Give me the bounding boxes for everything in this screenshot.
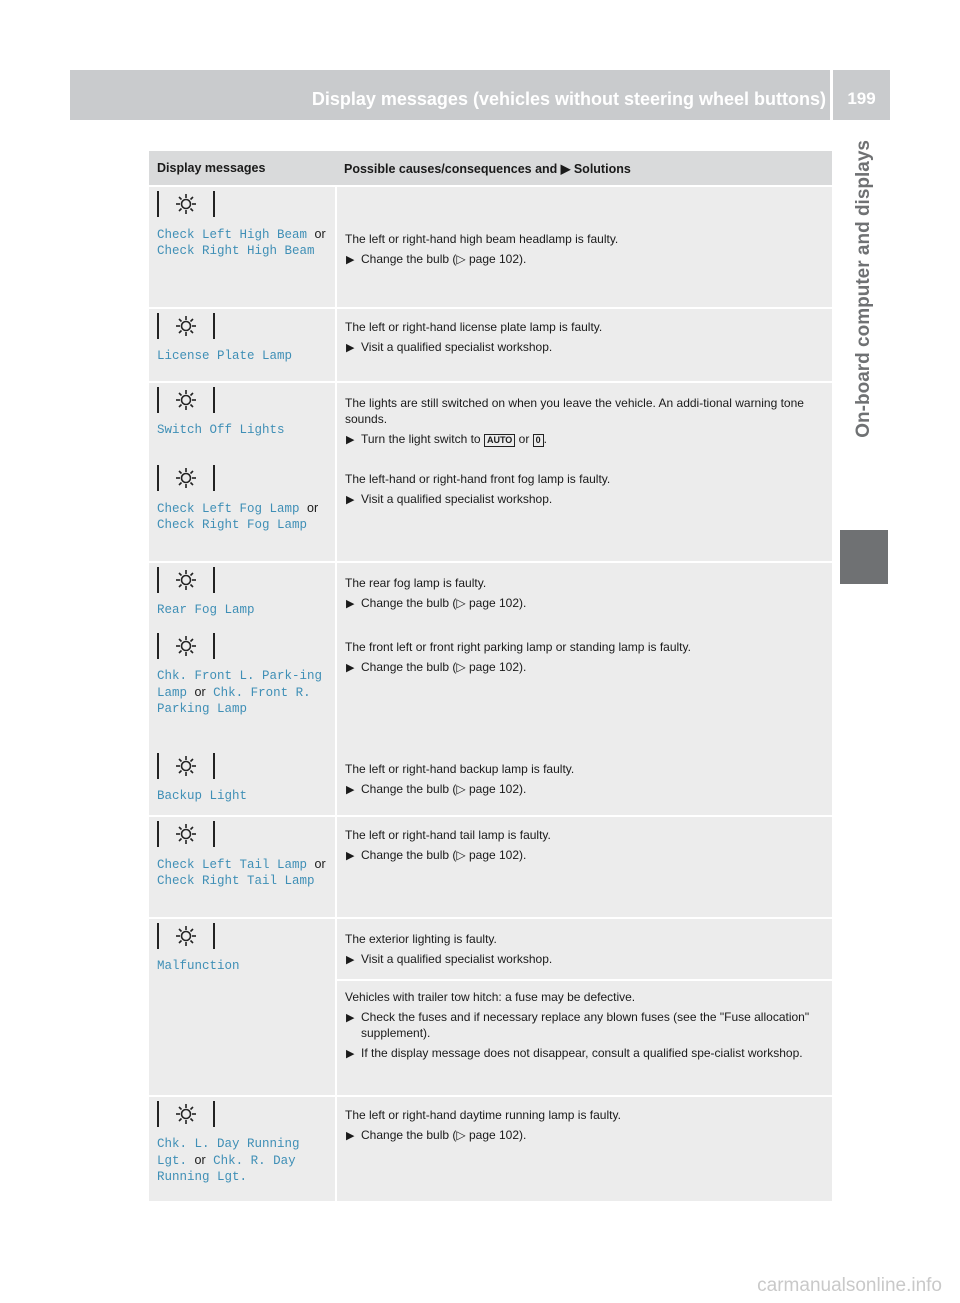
bulb-fault-icon	[157, 633, 215, 659]
arrow-right-icon: ▶	[346, 434, 355, 446]
col-header-display-messages: Display messages	[149, 151, 336, 186]
display-message: Backup Light	[157, 789, 248, 803]
display-message: Chk. L. Day Running Lgt. or Chk. R. Day Running Lgt.	[157, 1137, 300, 1184]
light-switch-auto-key: AUTO	[484, 434, 515, 447]
bulb-fault-icon	[157, 191, 215, 217]
cause-text: Vehicles with trailer tow hitch: a fuse may be defective.	[345, 990, 636, 1004]
solution-step: ▶ Change the bulb (▷ page 102).	[346, 1128, 527, 1142]
arrow-right-icon: ▶	[346, 342, 355, 354]
bulb-fault-icon	[157, 313, 215, 339]
display-message: Check Left High Beam or Check Right High Beam	[157, 227, 326, 258]
bulb-fault-icon	[157, 923, 215, 949]
cause-text: The exterior lighting is faulty.	[345, 932, 497, 946]
cause-text: The rear fog lamp is faulty.	[345, 576, 487, 590]
table-row	[149, 382, 832, 461]
solution-step: ▶ Change the bulb (▷ page 102).	[346, 782, 527, 796]
table-row	[149, 749, 832, 816]
cause-text: The left or right-hand backup lamp is faulty.	[345, 762, 575, 776]
table-row	[149, 629, 832, 749]
arrow-right-icon: ▶	[346, 662, 355, 674]
page-number: 199	[847, 89, 876, 108]
table-row	[149, 562, 832, 629]
display-message: License Plate Lamp	[157, 349, 293, 363]
cause-text: The left or right-hand daytime running lamp is faulty.	[345, 1108, 621, 1122]
table-row	[149, 186, 832, 308]
bulb-fault-icon	[157, 1101, 215, 1127]
display-message: Check Left Fog Lamp or Check Right Fog Lamp	[157, 501, 319, 532]
cause-text: The left-hand or right-hand front fog lamp is faulty.	[345, 472, 611, 486]
bulb-fault-icon	[157, 387, 215, 413]
side-tab	[840, 140, 888, 460]
table-row	[149, 1096, 832, 1201]
arrow-right-icon: ▶	[346, 850, 355, 862]
cell-divider	[337, 979, 832, 981]
table-row	[149, 816, 832, 918]
page-header-title: Display messages (vehicles without steering wheel buttons)	[311, 89, 826, 109]
display-message: Check Left Tail Lamp or Check Right Tail Lamp	[157, 857, 326, 888]
table-header-row	[149, 151, 832, 186]
side-tab-label: On-board computer and displays	[853, 140, 874, 438]
solution-step: ▶ Visit a qualified specialist workshop.	[346, 492, 553, 506]
arrow-right-icon: ▶	[346, 1048, 355, 1060]
solution-step: ▶ Visit a qualified specialist workshop.	[346, 340, 553, 354]
light-switch-off-key: 0	[533, 434, 544, 447]
cause-text: The front left or front right parking lamp or standing lamp is faulty.	[345, 640, 691, 654]
table-row	[149, 461, 832, 562]
solution-step: ▶ Change the bulb (▷ page 102).	[346, 660, 527, 674]
arrow-right-icon: ▶	[346, 598, 355, 610]
table-row	[149, 918, 832, 1096]
cause-text: The left or right-hand high beam headlamp is faulty.	[345, 232, 619, 246]
table-row	[149, 308, 832, 382]
bulb-fault-icon	[157, 465, 215, 491]
side-tab-marker	[840, 530, 888, 584]
solution-step: ▶ Change the bulb (▷ page 102).	[346, 252, 527, 266]
solution-step: ▶ Turn the light switch to AUTO or 0 .	[346, 432, 548, 446]
arrow-right-icon: ▶	[346, 254, 355, 266]
display-message: Chk. Front L. Park-ing Lamp or Chk. Front R. Parking Lamp	[157, 669, 323, 716]
display-messages-table	[149, 151, 832, 1201]
cause-text: The lights are still switched on when you leave the vehicle. An addi-tional warning tone sounds.	[345, 396, 804, 426]
arrow-right-icon: ▶	[346, 1130, 355, 1142]
arrow-right-icon: ▶	[346, 494, 355, 506]
display-message: Switch Off Lights	[157, 423, 285, 437]
bulb-fault-icon	[157, 567, 215, 593]
arrow-right-icon: ▶	[346, 954, 355, 966]
arrow-right-icon: ▶	[346, 1012, 355, 1024]
watermark: carmanualsonline.info	[757, 1275, 942, 1296]
display-message: Malfunction	[157, 959, 240, 973]
solution-step: ▶ If the display message does not disappear, consult a qualified spe-cialist workshop.	[346, 1046, 803, 1060]
bulb-fault-icon	[157, 753, 215, 779]
solution-step: ▶ Check the fuses and if necessary replace any blown fuses (see the "Fuse allocation" supplement).	[346, 1010, 810, 1040]
solution-step: ▶ Change the bulb (▷ page 102).	[346, 848, 527, 862]
cause-text: The left or right-hand license plate lamp is faulty.	[345, 320, 603, 334]
bulb-fault-icon	[157, 821, 215, 847]
arrow-right-icon: ▶	[346, 784, 355, 796]
col-header-causes-solutions: Possible causes/consequences and ▶ Solutions	[336, 151, 832, 186]
solution-step: ▶ Visit a qualified specialist workshop.	[346, 952, 553, 966]
cause-text: The left or right-hand tail lamp is faulty.	[345, 828, 551, 842]
display-message: Rear Fog Lamp	[157, 603, 255, 617]
solution-step: ▶ Change the bulb (▷ page 102).	[346, 596, 527, 610]
